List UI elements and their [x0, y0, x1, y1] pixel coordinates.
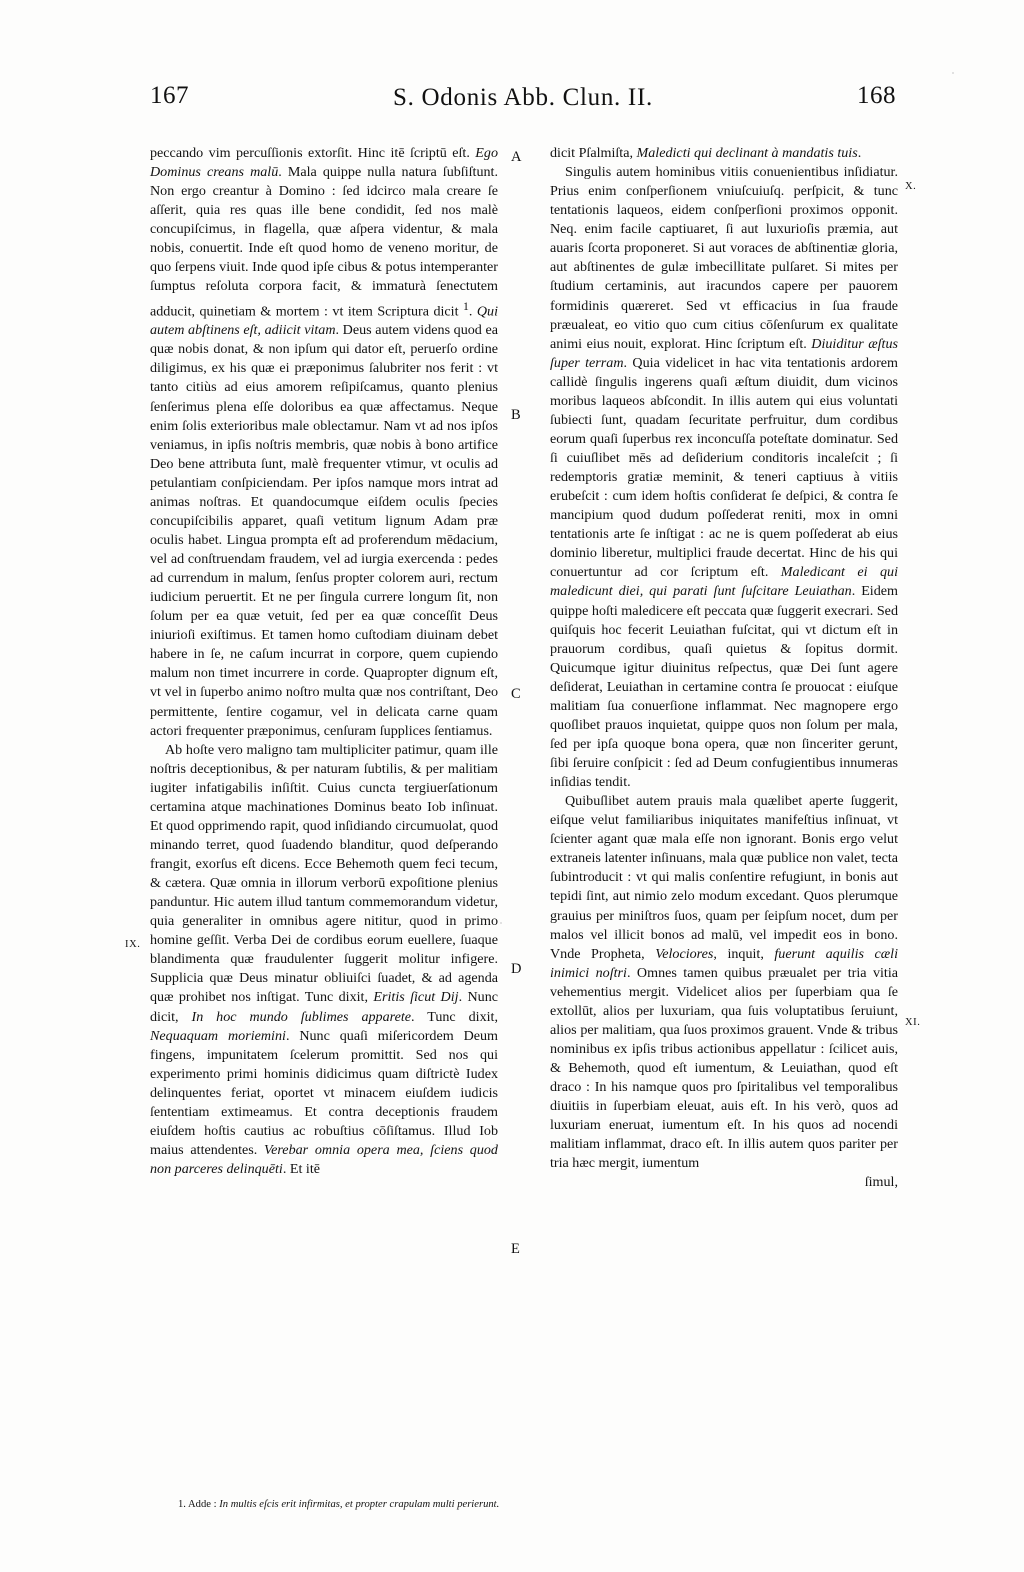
- text-run: .: [857, 145, 862, 161]
- scripture-quote: Qui autem abſtinens eſt, adiicit vitam: [150, 303, 498, 339]
- column-right: [550, 144, 898, 1192]
- footnote-label: Adde :: [188, 1499, 217, 1510]
- column-letter-c: C: [511, 686, 521, 702]
- text-run: . Eidem quippe hoſti maledicere eſt peccata quæ ſuggerit execrari. Sed quiſquis hoc fecerit Leuiathan fuſcitat, qui vt dictum eſt in prauorum cordibus, quaſi quietus & ſopitus dormit. Quicumque igitur diuinitus reſpectus, quæ Dei ſunt agere deſiderat, Leuiathan in certamine contra ſe prouocat : eiuſque malitiam ſua conuerſione inflammat. Nec magnopere ergo quoſlibet prauos inquietat, quippe quos non ſolum per mala, ſed per ipſa quoque bona opera, quæ non ſinceriter gerunt, ſibi ſeruire conſpicit : ſed ad Deum confugientibus innumeras inſidias tendit.: [550, 583, 898, 791]
- footnote: [178, 1498, 878, 1512]
- footnote-reference: 1: [462, 299, 469, 313]
- text-run: . Tunc dixit,: [411, 1008, 498, 1025]
- text-run: . Omnes tamen quibus præualet per tria vitia vehementius mergit. Videlicet alios per ſuperbiam qua ſe extollūt, alios per luxuriam, qua ſuis voluptatibus ſeruiunt, alios per malitiam, qua ſuos proximos grauent. Vnde & tribus nominibus ex ipſis tribus actionibus appellatur : ſcilicet auis, & Behemoth, quod eſt iumentum, & Leuiathan, quod eſt draco : In his namque quos pro ſpiritalibus vel temporalibus diuitiis in ſuperbiam eleuat, auis eſt. In his verò, quos ad luxuriam eneruat, iumentum eſt. In his quos ad nocendi malitiam inflammat, draco eſt. In illis autem quos pariter per tria hæc mergit, iumentum: [550, 964, 898, 1172]
- paragraph-right-2: [550, 792, 898, 1173]
- scripture-quote: Diuiditur æſtus ſuper terram: [550, 335, 898, 371]
- folio-number-right: 168: [857, 82, 896, 109]
- scripture-quote: Verebar omnia opera mea, ſciens quod non parceres delinquēti: [150, 1141, 498, 1177]
- text-run: . Nunc quaſi miſericordem Deum fingens, impunitatem ſcelerum promittit. Sed nos qui experimento primi hominis didicimus quam diſtrictè Iudex delinquentes feriat, oportet vt minacem eiuſdem iudicis ſententiam extimeamus. Et contra deceptionis fraudem eiuſdem hoſtis cautius ac robuſtius cōſiſtamus. Illud Iob maius attendentes.: [150, 1027, 499, 1158]
- text-run: dicit Pſalmiſta,: [550, 145, 637, 161]
- scripture-quote: Velociores: [655, 945, 714, 962]
- text-run: Singulis autem hominibus vitiis conuenientibus inſidiatur. Prius enim conſperſionem vniuſcuiuſq. perſpicit, & tunc tentationis laqueos, eidem conſperſioni proximos opponit. Neq. enim facile captiuaret, ſi aut luxurioſis præmia, aut auaris ſcorta proponeret. Si aut voraces de abſtinentiæ gloria, aut abſtinentes de gulæ imbecillitate pulſaret. Si mites per ſtudium certaminis, aut iracundos capere per pauorem formidinis quæreret. Sed vt efficacius in ſua fraude præualeat, eo vitio quo cum citius cōſenſurum ex qualitate animi eius nouit, explorat. Hinc ſcriptum eſt.: [550, 164, 898, 352]
- column-left: [150, 144, 498, 1179]
- page-title: S. Odonis Abb. Clun. II.: [393, 84, 653, 111]
- text-run: . Et itē: [282, 1161, 321, 1177]
- text-run: .: [468, 303, 477, 320]
- footnote-number: 1.: [178, 1499, 186, 1510]
- paragraph-right-0: [550, 144, 898, 163]
- text-run: . Deus autem videns quod ea quæ nobis donat, & non ipſum qui dator eſt, peruerſo ordine diligimus, ex his quæ ei præponimus ſalubriter nos ferit : vt tanto citiùs ad eius amorem reſipiſcamus, quanto plenius ſenſerimus plena eſſe doloribus ea quæ affectamus. Neque enim ſolis exterioribus male oblectamur. Nam vt ad nos ipſos veniamus, in ipſis noſtris membris, quæ nobis à bono artifice Deo bene attributa ſunt, malè frequenter vtimur, vt oculis ad petulantiam conſpiciendam. Per ipſos namque mors intrat ad animas noſtras. Et quandocumque eiſdem oculis ſpecies concupiſcibilis apparet, quaſi vetitum lignum Adam præ oculis habet. Lingua prompta eſt ad proferendum mēdacium, vel ad conſtruendam fraudem, vel ad iurgia exercenda : pedes ad currendum in malum, ſenſus propter colorem auri, rectum iudicium peruertit. Et ne per ſingula currere longum ſit, non ſolum per ea quæ vetuit, ſed per ea quæ conceſſit Deus iniurioſi exiſtimus. Et tamen homo cuſtodiam diuinam debet habere in ſe, ne caſum incurrat in corpore, quem cupiendo malum non timet incurrere in corde. Quapropter dignum eſt, vt vel in ſuperbo animo noſtro multa quæ nos contriſtant, Deo permittente, ſentire cogamur, vel in delicata carne quam actori frequenter præponimus, cenſuram ſupplices ſentiamus.: [150, 322, 498, 739]
- paragraph-left-1: [150, 144, 498, 741]
- section-number-eleven: XI.: [905, 1017, 921, 1028]
- scripture-quote: Ego Dominus creans malū: [150, 145, 498, 181]
- column-letter-e: E: [511, 1241, 520, 1257]
- scripture-quote: Maledicant ei qui maledicunt diei, qui parati ſunt ſuſcitare Leuiathan: [550, 564, 898, 600]
- paragraph-right-1: [550, 163, 898, 792]
- column-letter-d: D: [511, 961, 522, 977]
- text-run: Ab hoſte vero maligno tam multipliciter patimur, quam ille noſtris deceptionibus, & per naturam ſubtilis, & per malitiam iugiter infatigabilis inſiſtit. Cuius cuncta tergiuerſationum certamina atque machinationes Dominus beato Iob inſinuat. Et quod opprimendo rapit, quod inſidiando circumuolat, quod minando terret, quod ſuadendo blanditur, quod deſperando frangit, exorſus eſt dicens. Ecce Behemoth quem feci tecum, & cætera. Quæ omnia in illorum verborū expoſitione plenius panduntur. Hic autem illud tantum commemorandum videtur, quia generaliter in omnibus agere nititur, quod in primo homine geſſit. Verba Dei de cordibus eorum euellere, ſuaque blandimenta quæ fraudulenter ſuggerit molitur infigere. Supplicia quæ Deus minatur obliuiſci ſuadet, & ad agenda quæ prohibet nos inſtigat. Tunc dixit,: [150, 741, 498, 1006]
- text-run: . Mala quippe nulla natura ſubſiſtunt. Non ergo creantur à Domino : ſed idcirco mala creare ſe aſſerit, quia res quas ille bene condidit, ſed nos malè concupiſcimus, in flagella, quæ aſpera videntur, & mala nobis, conuertit. Inde eſt quod homo de veneno moritur, de quo ſerpens viuit. Inde quod ipſe cibus & potus intemperanter ſumptus reſoluta corpora facit, & immaturà ſenectutem adducit, quinetiam & mortem : vt item Scriptura dicit: [150, 164, 499, 320]
- running-head: [150, 82, 896, 122]
- text-run: Quibuſlibet autem prauis mala quælibet aperte ſuggerit, eiſque velut familiaribus iniquitates manifeſtius inſinuat, vt ſcienter agant quæ mala eſſe non ignorant. Bonis ergo velut extraneis latenter inſinuans, mala quæ publice non valet, tecta ſubintroducit : vt qui malis conſentire refugiunt, in bonis aut tepidi ſint, aut nimio zelo modum excedant. Quos plerumque grauius per miniſtros ſuos, quam per ſeipſum nocet, dum per malos vel illicit bonos ad malū, vel impedit eos in bono. Vnde Propheta,: [550, 793, 898, 962]
- column-letter-a: A: [511, 149, 522, 165]
- scripture-quote: Nequaquam moriemini: [150, 1027, 286, 1044]
- scan-speckle: [952, 72, 954, 74]
- text-run: . Quia videlicet in hac vita tentationis ardorem callidè ſingulis ingerens quaſi æſtum diuidit, dum vicinos moribus laqueos abſcondit. In illis autem qui eius voluntati ſubiecti ſunt, quadam ſecuritate perfruitur, dum cordibus eorum quaſi ſuperbus rex inconcuſſa poteſtate dominatur. Sed ſi cuiuſlibet mēs ad deſiderium conditoris incaleſcit ; ſi redemptoris gratiæ meminit, & teneri captiuus à vitiis erubeſcit : cum idem hoſtis conſiderat ſe deſpici, & contra ſe mancipium quod dudum poſſederat reniti, mox in omni tentationis arte ſe inſtigat : ac ne is quem poſſederat ab eius dominio liberetur, multiplici fraude decertat. Hinc de his qui conuertuntur ad cor ſcriptum eſt.: [550, 354, 899, 581]
- scripture-quote: Eritis ſicut Dij: [373, 989, 459, 1006]
- folio-number-left: 167: [150, 82, 189, 109]
- section-number-nine: IX.: [125, 939, 141, 950]
- scripture-quote: In hoc mundo ſublimes apparete: [191, 1008, 412, 1025]
- scripture-quote: Maledicti qui declinant à mandatis tuis: [636, 145, 858, 161]
- section-number-ten: X.: [905, 181, 917, 192]
- text-run: , inquit,: [713, 945, 775, 962]
- scan-speckle: [500, 922, 502, 924]
- paragraph-left-2: [150, 741, 498, 1179]
- footnote-text: In multis eſcis erit infirmitas, et propter crapulam multi perierunt.: [219, 1499, 500, 1510]
- text-run: . Nunc dicit,: [150, 989, 498, 1025]
- scripture-quote: fuerunt aquilis cæli inimici noſtri: [550, 945, 898, 981]
- catchword: ſimul,: [864, 1174, 898, 1191]
- column-letter-b: B: [511, 407, 521, 423]
- text-run: peccando vim percuſſionis extorſit. Hinc itē ſcriptū eſt.: [150, 145, 476, 161]
